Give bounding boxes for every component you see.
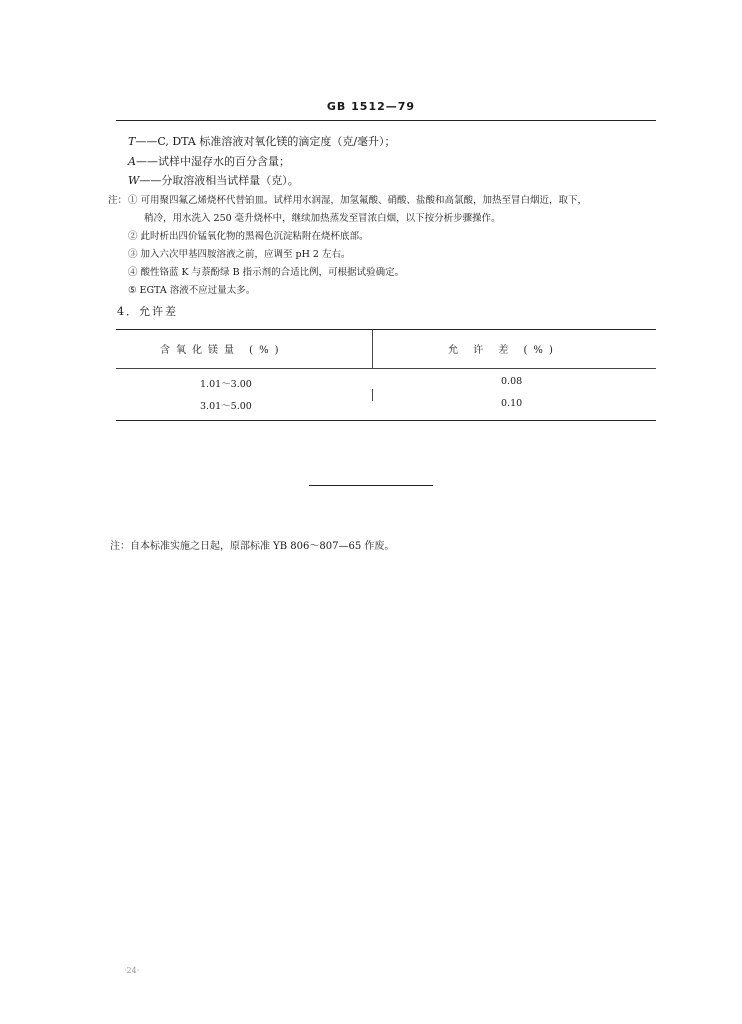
note-item-5: ⑤ EGTA 溶液不应过量太多。 — [128, 285, 256, 296]
standard-code: GB 1512—79 — [326, 100, 416, 113]
variable-symbol: A — [128, 155, 136, 168]
variable-text: ——C, DTA 标准溶液对氧化镁的滴定度（克/毫升）； — [135, 135, 396, 148]
table-cell-range-2: 3.01～5.00 — [200, 401, 252, 412]
section-heading: 4．允许差 — [117, 305, 178, 318]
table-header-tolerance: 允 许 差 (%) — [448, 345, 559, 356]
table-cell-tolerance-2: 0.10 — [501, 398, 523, 409]
page-number: ·24· — [124, 966, 140, 975]
variable-symbol: W — [128, 174, 140, 187]
note-item-3: ③ 加入六次甲基四胺溶液之前，应调至 pH 2 左右。 — [128, 249, 351, 260]
variable-definition-w — [128, 172, 299, 188]
variable-text: ——试样中湿存水的百分含量； — [135, 155, 290, 168]
note-item-4: ④ 酸性铬蓝 K 与萘酚绿 B 指示剂的合适比例，可根据试验确定。 — [128, 267, 405, 278]
variable-definition-t — [128, 133, 396, 149]
table-cell-range-1: 1.01～3.00 — [200, 379, 252, 390]
variable-text: ——分取溶液相当试样量（克）。 — [139, 174, 299, 187]
end-of-standard-rule — [309, 485, 433, 486]
table-top-rule — [116, 329, 656, 330]
note-item-2: ② 此时析出四价锰氧化物的黑褐色沉淀粘附在烧杯底部。 — [128, 231, 369, 242]
table-header-magnesium-oxide: 含氧化镁量 (%) — [160, 345, 285, 356]
note-item-1: ① 可用聚四氟乙烯烧杯代替铂皿。试样用水润湿，加氢氟酸、硝酸、盐酸和高氯酸，加热至冒白烟近，取下， — [128, 195, 588, 206]
table-row-divider — [372, 389, 373, 401]
variable-symbol: T — [128, 135, 136, 148]
table-column-divider — [372, 330, 373, 368]
variable-definition-a — [128, 153, 290, 169]
table-header-rule — [116, 368, 656, 369]
header-rule — [116, 120, 656, 121]
table-bottom-rule — [116, 420, 656, 421]
footnote: 注：自本标准实施之日起，原部标准 YB 806～807—65 作废。 — [110, 541, 395, 552]
table-cell-tolerance-1: 0.08 — [501, 376, 523, 387]
note-item-1-continued: 稍冷，用水洗入 250 毫升烧杯中，继续加热蒸发至冒浓白烟，以下按分析步骤操作。 — [144, 213, 501, 224]
notes-label: 注： — [108, 195, 128, 206]
